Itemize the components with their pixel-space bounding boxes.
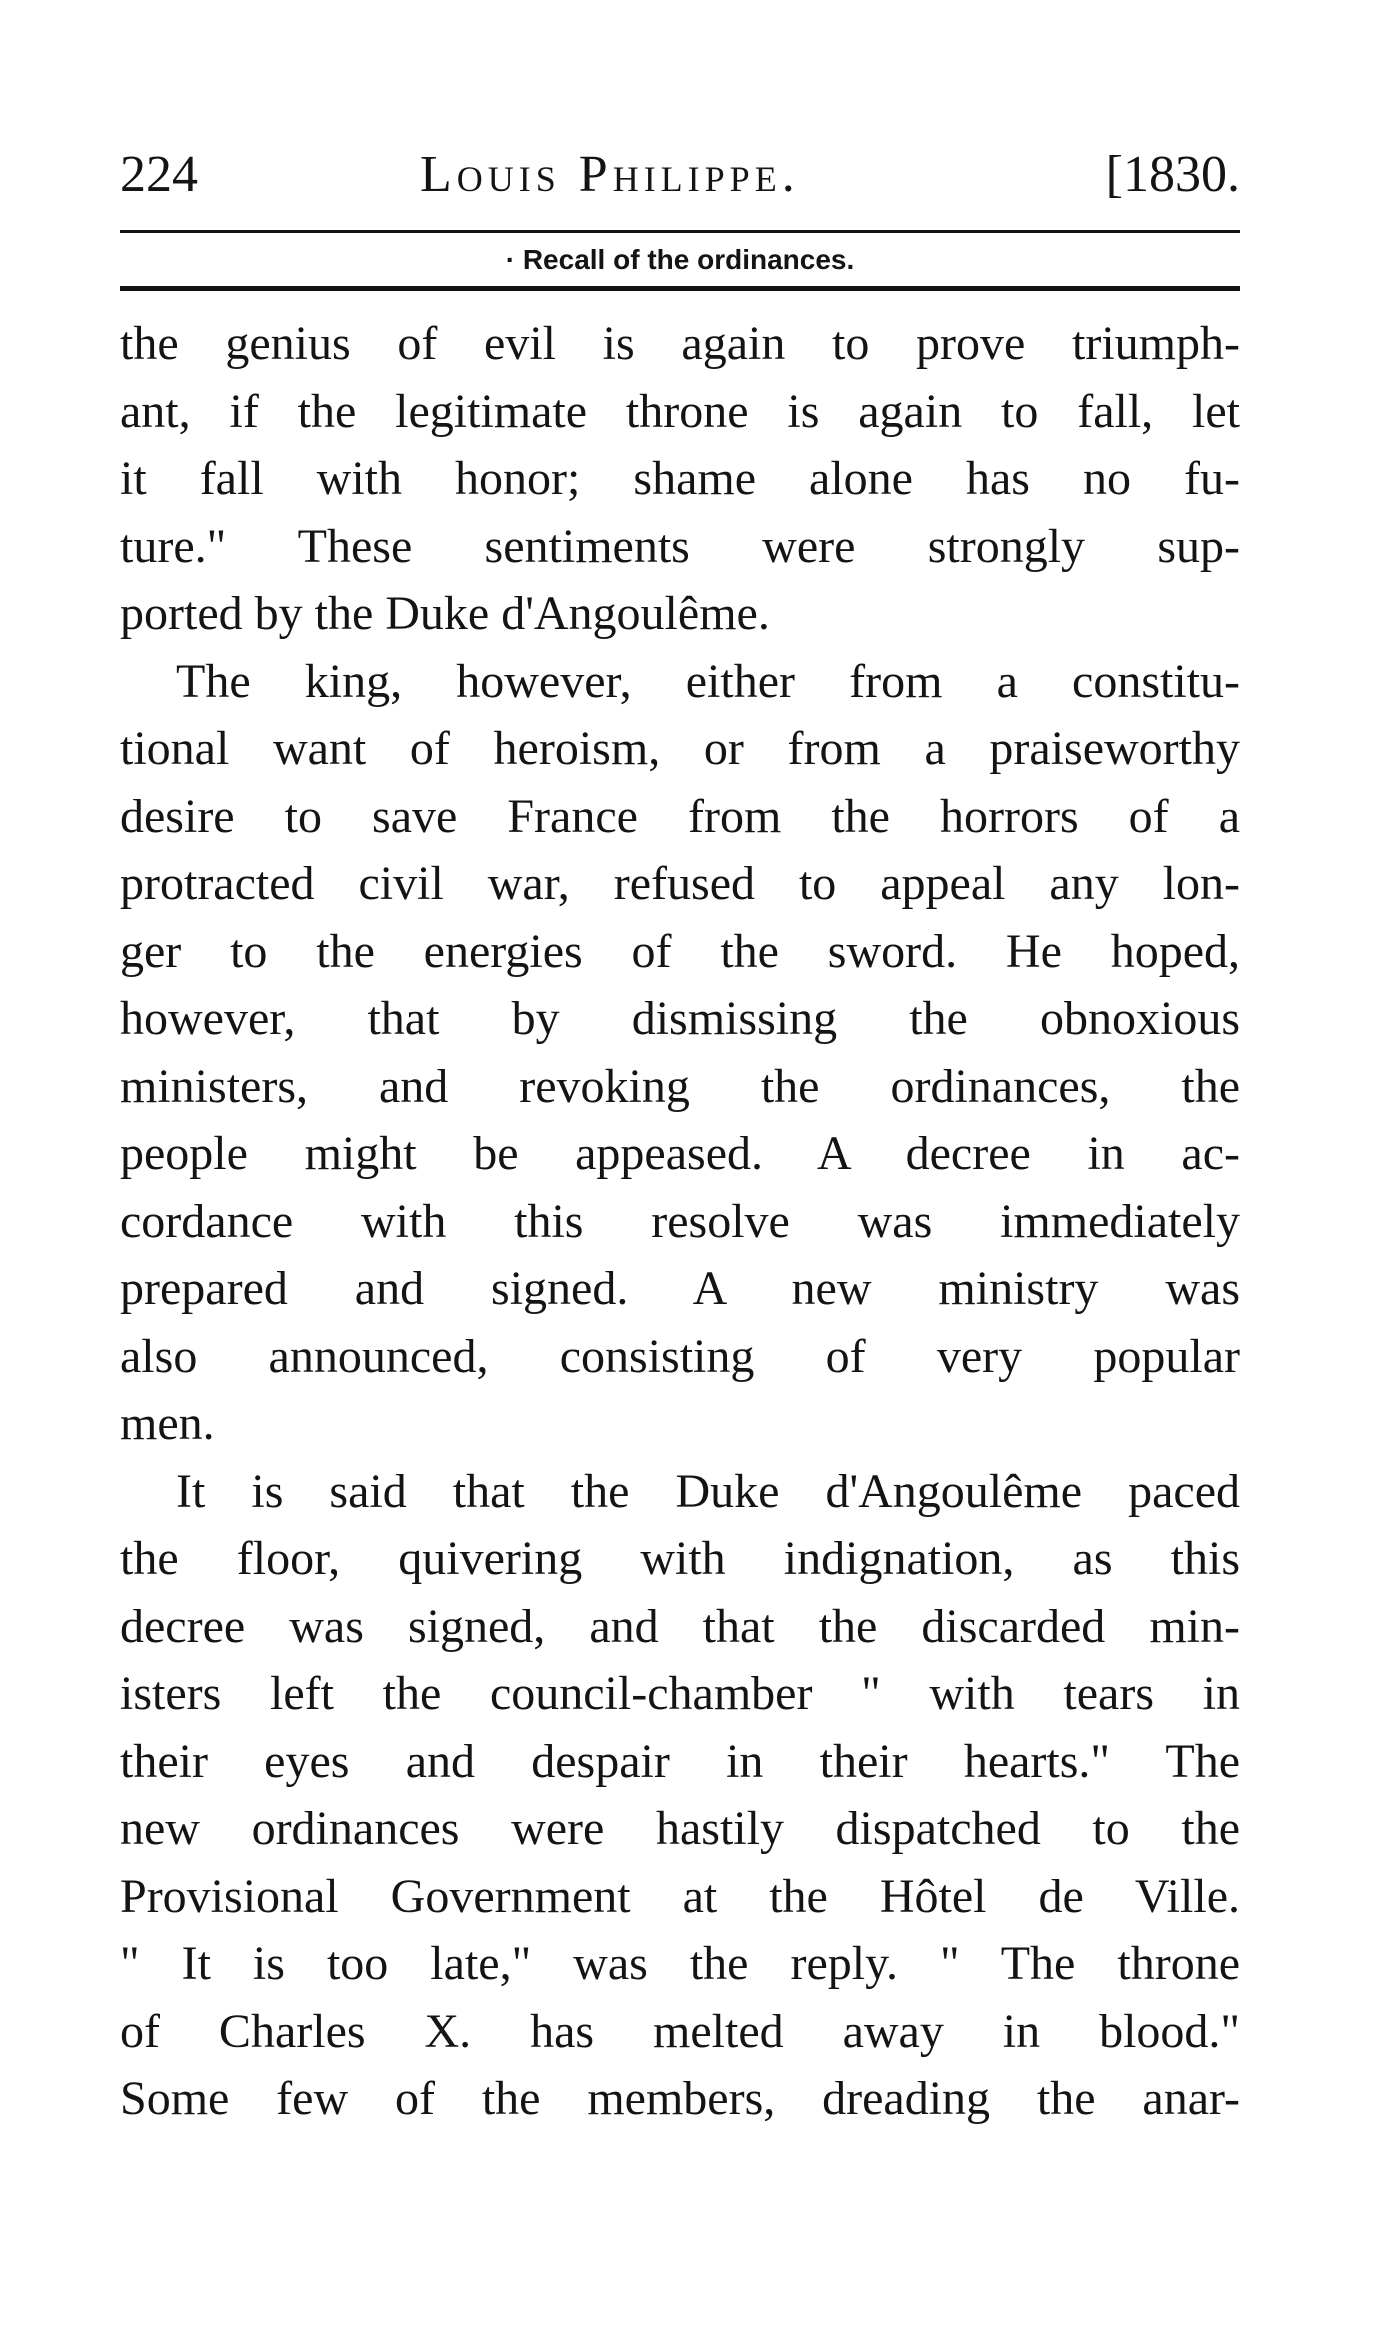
text-line: desire to save France from the horrors of a: [120, 789, 1240, 843]
text-line: ant, if the legitimate throne is again to fall, let: [120, 384, 1240, 438]
page-number: 224: [120, 146, 198, 203]
text-line: protracted civil war, refused to appeal any lon-: [120, 857, 1240, 910]
text-line: the floor, quivering with indignation, as this: [120, 1532, 1240, 1585]
page-header: [120, 140, 1240, 210]
text-line: also announced, consisting of very popular: [120, 1329, 1240, 1383]
text-line: of Charles X. has melted away in blood.": [120, 2004, 1240, 2058]
text-line: isters left the council-chamber " with tears in: [120, 1667, 1240, 1720]
text-line: It is said that the Duke d'Angoulême paced: [176, 1464, 1240, 1518]
text-line: however, that by dismissing the obnoxious: [120, 992, 1240, 1045]
section-subtitle: · Recall of the ordinances.: [505, 244, 855, 275]
text-line: men.: [120, 1397, 215, 1450]
text-line: cordance with this resolve was immediately: [120, 1194, 1240, 1248]
text-line: people might be appeased. A decree in ac-: [120, 1127, 1240, 1180]
header-rule: [120, 230, 1240, 233]
text-line: prepared and signed. A new ministry was: [120, 1262, 1240, 1315]
text-line: " It is too late," was the reply. " The throne: [120, 1937, 1240, 1990]
text-line: ture." These sentiments were strongly sup-: [120, 519, 1240, 573]
text-line: Some few of the members, dreading the anar-: [120, 2072, 1240, 2125]
year-marker: [1830.: [1105, 146, 1240, 203]
text-line: Provisional Government at the Hôtel de Ville.: [120, 1869, 1240, 1923]
subtitle-rule: [120, 286, 1240, 291]
paragraph-3: [120, 1458, 1240, 2133]
text-line: tional want of heroism, or from a praiseworthy: [120, 722, 1240, 775]
paragraph-2: [120, 648, 1240, 1458]
body-text: [120, 310, 1240, 2133]
running-title: Louis Philippe.: [420, 146, 800, 203]
text-line: ported by the Duke d'Angoulême.: [120, 587, 770, 640]
text-line: it fall with honor; shame alone has no fu-: [120, 452, 1240, 505]
paragraph-1: [120, 310, 1240, 648]
book-page: [120, 0, 1240, 2335]
text-line: decree was signed, and that the discarded min-: [120, 1599, 1240, 1653]
text-line: ger to the energies of the sword. He hoped,: [120, 924, 1240, 978]
text-line: their eyes and despair in their hearts." The: [120, 1734, 1240, 1788]
text-line: new ordinances were hastily dispatched to the: [120, 1802, 1240, 1855]
text-line: the genius of evil is again to prove triumph-: [120, 317, 1240, 370]
text-line: ministers, and revoking the ordinances, the: [120, 1059, 1240, 1113]
text-line: The king, however, either from a constitu-: [176, 654, 1240, 708]
